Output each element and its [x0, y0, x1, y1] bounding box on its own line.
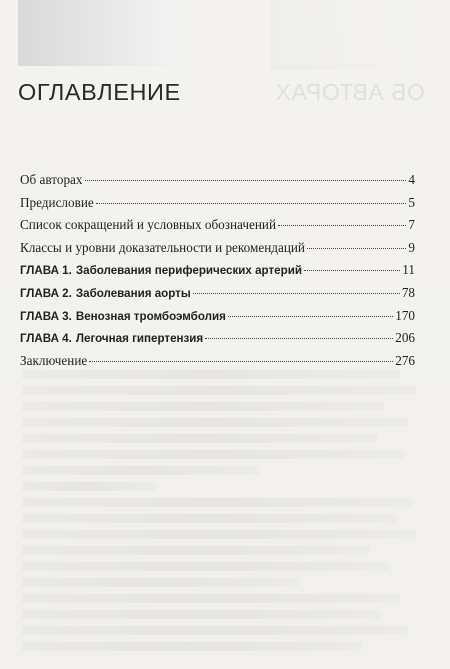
chapter-number: ГЛАВА 4.	[20, 332, 72, 346]
chapter-title: Венозная тромбоэмболия	[75, 309, 226, 323]
toc-entry	[20, 172, 415, 195]
leader-dots	[96, 203, 407, 204]
toc-entry-title: Классы и уровни доказательности и рекомендаций	[20, 239, 305, 255]
header-gray-block	[18, 0, 178, 66]
toc-chapter	[20, 330, 415, 353]
chapter-title: Заболевания периферических артерий	[75, 264, 302, 278]
toc-chapter	[20, 308, 415, 331]
chapter-page: 78	[401, 284, 415, 300]
leader-dots	[205, 338, 393, 339]
bleed-through-text	[22, 370, 417, 658]
leader-dots	[228, 316, 393, 317]
chapter-number: ГЛАВА 1.	[20, 264, 72, 278]
leader-dots	[304, 270, 400, 271]
toc-entry	[20, 217, 415, 240]
page-title: ОГЛАВЛЕНИЕ	[18, 79, 181, 105]
toc-entry	[20, 240, 415, 263]
toc-entry-page: 7	[408, 217, 415, 233]
leader-dots	[307, 248, 406, 249]
chapter-title: Заболевания аорты	[75, 286, 191, 300]
toc-entry-page: 4	[408, 172, 415, 187]
leader-dots	[278, 225, 406, 226]
chapter-title: Легочная гипертензия	[75, 332, 204, 346]
chapter-page: 206	[395, 330, 415, 346]
bleed-through-block	[270, 0, 432, 70]
chapter-page: 11	[402, 262, 415, 278]
toc-entry-title: Заключение	[20, 352, 88, 368]
bleed-through-heading: ОБ АВТОРАХ	[275, 79, 425, 105]
chapter-number: ГЛАВА 3.	[20, 309, 72, 323]
toc-chapter	[20, 285, 415, 308]
table-of-contents	[20, 172, 415, 375]
chapter-page: 170	[395, 307, 415, 323]
toc-entry-title: Об авторах	[20, 172, 83, 187]
chapter-number: ГЛАВА 2.	[20, 286, 72, 300]
toc-entry-page: 276	[395, 352, 415, 368]
toc-entry-page: 5	[408, 194, 415, 210]
leader-dots	[89, 361, 393, 362]
toc-entry-title: Предисловие	[20, 194, 94, 210]
toc-entry	[20, 195, 415, 218]
toc-entry-page: 9	[408, 239, 415, 255]
toc-entry-title: Список сокращений и условных обозначений	[20, 217, 276, 233]
toc-chapter	[20, 262, 415, 285]
leader-dots	[85, 180, 407, 181]
leader-dots	[193, 293, 400, 294]
